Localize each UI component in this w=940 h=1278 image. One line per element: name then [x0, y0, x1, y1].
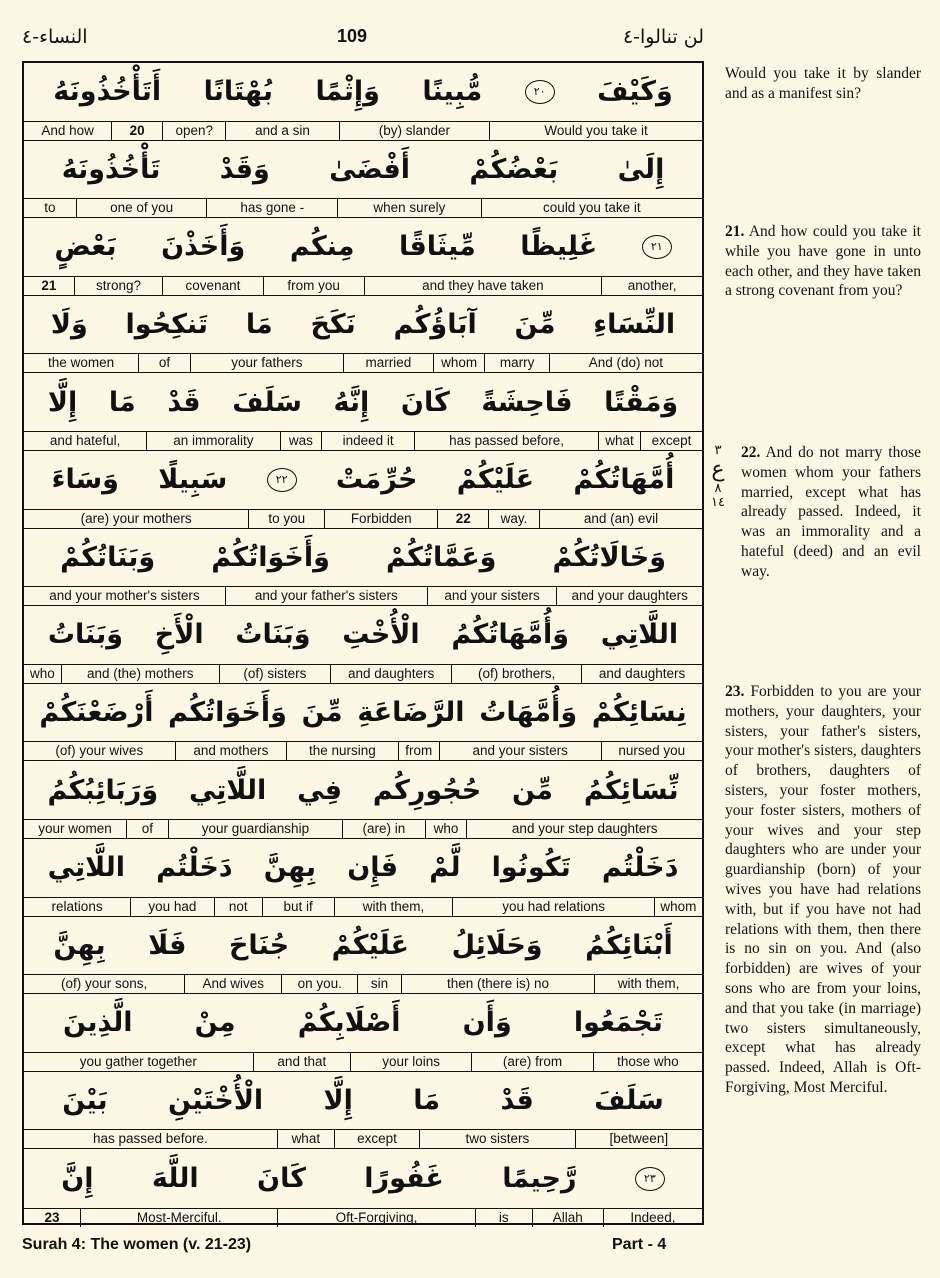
arabic-word: بِهِنَّ — [53, 929, 106, 961]
verse-block — [24, 141, 702, 219]
english-gloss-row — [24, 819, 702, 838]
arabic-word: الَّذِينَ — [63, 1007, 133, 1039]
verse-block — [24, 994, 702, 1072]
gloss-cell: is — [475, 1209, 532, 1227]
gloss-cell: your women — [38, 820, 112, 836]
gloss-cell: except — [640, 432, 702, 450]
arabic-row — [24, 63, 702, 121]
english-gloss-row — [24, 1129, 702, 1148]
arabic-word: بَيْنَ — [62, 1085, 108, 1117]
gloss-cell: and your sisters — [427, 587, 557, 605]
gloss-cell: Most-Merciful. — [80, 1209, 277, 1227]
gloss-cell: And how — [41, 122, 94, 138]
footer-surah: Surah 4: The women (v. 21-23) — [22, 1236, 252, 1253]
arabic-word: كَانَ — [257, 1163, 306, 1195]
arabic-word: أُمَّهَاتُكُمْ — [573, 464, 675, 496]
gloss-cell: what — [277, 1130, 334, 1148]
english-gloss-row — [24, 664, 702, 683]
translation-text: Would you take it by slander and as a manifest sin? — [725, 65, 921, 102]
arabic-word: أَبْنَائِكُمُ — [585, 929, 673, 961]
gloss-cell: and your sisters — [439, 742, 601, 760]
arabic-word: نِّسَائِكُمُ — [583, 774, 679, 806]
arabic-word: سَلَفَ — [594, 1085, 664, 1117]
arabic-word: غَفُورًا — [364, 1163, 444, 1195]
arabic-row — [24, 994, 702, 1052]
arabic-row — [24, 451, 702, 509]
translation-v21 — [725, 222, 921, 301]
translation-text: Forbidden to you are your mothers, your daughters, your sisters, your father's sisters, your mother's sisters, daughters of brothers, daughters of sisters, your foster mothers, your foster sisters, mothers of your wives and your step daughters who are under your guardianship (born) of your wives you have had relations with, but if you have not had relations with them, then there is no sin on you. And (also forbidden) are wives of your sons who are from your loins, and that you take (in marriage) two sisters simultaneously, except what has already passed. Indeed, Allah is Oft-Forgiving, Most Merciful. — [725, 683, 922, 1096]
arabic-word: دَخَلْتُم — [156, 852, 233, 884]
gloss-cell: who — [425, 820, 467, 838]
arabic-word: بُهْتَانًا — [203, 76, 274, 108]
arabic-word: وَأَن — [462, 1007, 512, 1039]
gloss-cell: to you — [248, 510, 324, 528]
arabic-word: الرَّضَاعَةِ — [357, 697, 465, 729]
gloss-cell: and a sin — [225, 122, 338, 140]
gloss-cell: And wives — [184, 975, 281, 993]
english-gloss-row — [24, 1208, 702, 1227]
gloss-cell: and daughters — [581, 665, 702, 683]
gloss-cell: what — [598, 432, 640, 450]
translation-text: And how could you take it while you have gone in unto each other, and they have taken a strong covenant from you? — [725, 223, 921, 300]
gloss-cell: (are) your mothers — [80, 510, 192, 526]
gloss-cell: (of) sisters — [219, 665, 331, 683]
arabic-word: مُّبِينًا — [422, 76, 483, 108]
english-gloss-row — [24, 121, 702, 140]
gloss-cell: the nursing — [286, 742, 398, 760]
gloss-cell: and hateful, — [49, 432, 121, 448]
gloss-cell: Oft-Forgiving, — [277, 1209, 474, 1227]
arabic-word: غَلِيظًا — [520, 231, 598, 263]
arabic-word: فَاحِشَةً — [481, 386, 573, 418]
gloss-cell: was — [280, 432, 322, 450]
gloss-cell: Indeed, — [603, 1209, 702, 1227]
arabic-word: قَدْ — [167, 386, 201, 418]
arabic-word: النِّسَاءِ — [593, 309, 676, 341]
gloss-cell: (are) in — [342, 820, 425, 838]
arabic-row — [24, 917, 702, 975]
gloss-cell: And (do) not — [549, 354, 702, 372]
arabic-word: إِنَّ — [61, 1163, 94, 1195]
arabic-word: سَلَفَ — [232, 386, 302, 418]
gloss-cell: you had relations — [452, 898, 653, 916]
gloss-cell: to — [44, 200, 56, 216]
gloss-cell: an immorality — [146, 432, 279, 450]
arabic-word: وَلَا — [50, 309, 88, 341]
gloss-cell: and mothers — [175, 742, 287, 760]
translation-v20 — [725, 64, 921, 104]
verse-block — [24, 1149, 702, 1227]
ruku-top: ٣ — [714, 443, 722, 458]
ruku-marker — [704, 444, 732, 510]
arabic-row — [24, 684, 702, 742]
gloss-cell: from — [398, 742, 439, 760]
arabic-word: نِسَائِكُمْ — [591, 697, 687, 729]
arabic-word: إِلَّا — [323, 1085, 353, 1117]
gloss-cell: and daughters — [330, 665, 451, 683]
verse-number: 23. — [725, 683, 745, 700]
gloss-cell: and your step daughters — [466, 820, 702, 838]
gloss-cell: has passed before. — [92, 1131, 208, 1147]
gloss-cell: has passed before, — [414, 432, 598, 450]
arabic-word: اللَّاتِي — [188, 774, 267, 806]
arabic-word: حُرِّمَتْ — [335, 464, 418, 496]
ayah-number-marker: ٢١ — [642, 235, 672, 259]
arabic-word: وَسَاءَ — [51, 464, 119, 496]
gloss-cell: Would you take it — [489, 122, 702, 140]
verse-block — [24, 451, 702, 529]
arabic-word: وَبَنَاتُ — [235, 619, 311, 651]
verse-number: 21. — [725, 223, 745, 240]
arabic-word: رَّحِيمًا — [502, 1163, 577, 1195]
ayah-number-marker: ٢٣ — [635, 1167, 665, 1191]
arabic-word: إِلَىٰ — [617, 153, 665, 185]
arabic-word: عَلَيْكُمْ — [456, 464, 535, 496]
gloss-cell: those who — [593, 1053, 702, 1071]
arabic-word: وَخَالَاتُكُمْ — [552, 541, 666, 573]
arabic-word: تَأْخُذُونَهُ — [61, 153, 161, 185]
arabic-row — [24, 529, 702, 587]
english-gloss-row — [24, 974, 702, 993]
arabic-row — [24, 373, 702, 431]
arabic-word: وَعَمَّاتُكُمْ — [385, 541, 497, 573]
verse-block — [24, 606, 702, 684]
arabic-row — [24, 606, 702, 664]
verse-block — [24, 63, 702, 141]
arabic-word: مِّنَ — [514, 309, 556, 341]
verse-block — [24, 761, 702, 839]
gloss-cell: covenant — [162, 277, 263, 295]
arabic-word: مِنكُم — [289, 231, 355, 263]
arabic-word: سَبِيلًا — [158, 464, 228, 496]
gloss-cell: strong? — [74, 277, 162, 295]
gloss-cell: another, — [601, 277, 702, 295]
verse-number-cell: 20 — [111, 122, 162, 140]
arabic-word: مَا — [413, 1085, 441, 1117]
arabic-word: نَكَحَ — [310, 309, 356, 341]
arabic-row — [24, 1072, 702, 1130]
gloss-cell: (of) brothers, — [451, 665, 581, 683]
gloss-cell: your loins — [350, 1053, 471, 1071]
ruku-lower: ٨ — [714, 481, 722, 496]
arabic-row — [24, 839, 702, 897]
verse-block — [24, 684, 702, 762]
verse-number: 22. — [741, 444, 761, 461]
gloss-cell: you had — [130, 898, 214, 916]
gloss-cell: indeed it — [321, 432, 414, 450]
arabic-word: الْأَخِ — [154, 619, 204, 651]
arabic-word: فَإِن — [347, 852, 399, 884]
arabic-word: بَعْضُكُمْ — [469, 153, 559, 185]
gloss-cell: with them, — [594, 975, 702, 993]
arabic-word: مِّن — [512, 774, 554, 806]
translation-text: And do not marry those women whom your fathers married, except what has already passed. Indeed, it was an immorality and a hateful (deed) and an evil way. — [741, 444, 921, 580]
gloss-cell: when surely — [337, 199, 481, 217]
english-gloss-row — [24, 1052, 702, 1071]
arabic-word: وَأَخَوَاتُكُمْ — [211, 541, 330, 573]
gloss-cell: married — [343, 354, 433, 372]
gloss-cell: and your daughters — [556, 587, 702, 605]
english-gloss-row — [24, 198, 702, 217]
verse-block — [24, 917, 702, 995]
gloss-cell: you gather together — [79, 1053, 197, 1069]
gloss-cell: has gone - — [206, 199, 337, 217]
gloss-cell: and they have taken — [364, 277, 602, 295]
verse-block — [24, 839, 702, 917]
english-gloss-row — [24, 741, 702, 760]
gloss-cell: [between] — [575, 1130, 702, 1148]
gloss-cell: from you — [263, 277, 364, 295]
arabic-word: بَعْضٍ — [54, 231, 117, 263]
gloss-cell: the women — [48, 355, 115, 371]
gloss-cell: and your mother's sisters — [49, 588, 200, 604]
translation-v22 — [725, 443, 921, 582]
gloss-cell: who — [30, 665, 55, 681]
gloss-cell: your fathers — [190, 354, 343, 372]
gloss-cell: your guardianship — [168, 820, 342, 838]
translation-v23 — [725, 682, 921, 1098]
arabic-word: مِنْ — [194, 1007, 236, 1039]
english-gloss-row — [24, 586, 702, 605]
verse-number-cell: 23 — [44, 1209, 60, 1225]
gloss-cell: except — [334, 1130, 419, 1148]
ayah-number-marker: ٢٠ — [525, 80, 555, 104]
gloss-cell: (by) slander — [339, 122, 490, 140]
word-by-word-grid — [22, 61, 704, 1225]
arabic-word: اللَّاتِي — [47, 852, 125, 884]
gloss-cell: relations — [51, 898, 103, 914]
arabic-word: وَكَيْفَ — [597, 76, 673, 108]
arabic-word: مَا — [108, 386, 136, 418]
arabic-word: إِلَّا — [47, 386, 78, 418]
arabic-word: تَجْمَعُوا — [573, 1007, 663, 1039]
gloss-cell: on you. — [281, 975, 357, 993]
gloss-cell: whom — [654, 898, 702, 916]
arabic-row — [24, 761, 702, 819]
english-gloss-row — [24, 276, 702, 295]
gloss-cell: and that — [253, 1053, 350, 1071]
arabic-word: قَدْ — [500, 1085, 534, 1117]
gloss-cell: two sisters — [419, 1130, 574, 1148]
gloss-cell: Allah — [532, 1209, 603, 1227]
arabic-word: وَقَدْ — [219, 153, 270, 185]
arabic-word: آبَاؤُكُم — [393, 309, 477, 341]
arabic-word: وَرَبَائِبُكُمُ — [47, 774, 159, 806]
arabic-word: اللَّهَ — [151, 1163, 199, 1195]
gloss-cell: not — [214, 898, 262, 916]
page-number: 109 — [336, 26, 368, 46]
arabic-word: وَحَلَائِلُ — [451, 929, 543, 961]
arabic-word: مِّنَ — [301, 697, 343, 729]
arabic-word: وَأُمَّهَاتُكُمُ — [451, 619, 570, 651]
gloss-cell: and (an) evil — [539, 510, 702, 528]
arabic-word: عَلَيْكُمْ — [331, 929, 409, 961]
arabic-word: تَكُونُوا — [491, 852, 571, 884]
arabic-row — [24, 218, 702, 276]
verse-number-cell: 22 — [437, 510, 488, 528]
arabic-row — [24, 141, 702, 199]
arabic-word: جُنَاحَ — [228, 929, 290, 961]
gloss-cell: whom — [433, 354, 485, 372]
arabic-word: حُجُورِكُم — [372, 774, 482, 806]
gloss-cell: but if — [262, 898, 334, 916]
footer-part: Part - 4 — [612, 1236, 667, 1253]
header-surah-name: النساء-٤ — [22, 26, 88, 48]
english-gloss-row — [24, 353, 702, 372]
verse-block — [24, 529, 702, 607]
gloss-cell: and (the) mothers — [61, 665, 219, 683]
arabic-word: أَفْضَىٰ — [329, 153, 411, 185]
arabic-word: مِّيثَاقًا — [398, 231, 476, 263]
gloss-cell: sin — [357, 975, 401, 993]
gloss-cell: then (there is) no — [401, 975, 594, 993]
arabic-row — [24, 296, 702, 354]
arabic-word: وَأُمَّهَاتُ — [479, 697, 578, 729]
arabic-word: إِنَّهُ — [333, 386, 370, 418]
gloss-cell: of — [126, 820, 168, 838]
ruku-bottom: ١٤ — [711, 495, 725, 510]
gloss-cell: nursed you — [601, 742, 702, 760]
arabic-word: اللَّاتِي — [600, 619, 679, 651]
verse-block — [24, 296, 702, 374]
arabic-word: فَلَا — [148, 929, 187, 961]
arabic-word: أَرْضَعْنَكُمْ — [39, 697, 154, 729]
ayah-number-marker: ٢٢ — [267, 468, 297, 492]
gloss-cell: open? — [162, 122, 225, 140]
arabic-word: الْأُخْتِ — [342, 619, 420, 651]
gloss-cell: with them, — [334, 898, 453, 916]
arabic-word: أَتَأْخُذُونَهُ — [53, 76, 162, 108]
english-gloss-row — [24, 431, 702, 450]
arabic-word: وَأَخَوَاتُكُم — [168, 697, 287, 729]
verse-block — [24, 1072, 702, 1150]
arabic-word: وَأَخَذْنَ — [161, 231, 246, 263]
english-gloss-row — [24, 509, 702, 528]
verse-block — [24, 218, 702, 296]
arabic-row — [24, 1149, 702, 1208]
arabic-word: وَبَنَاتُ — [47, 619, 124, 651]
arabic-word: فِي — [297, 774, 343, 806]
english-gloss-row — [24, 897, 702, 916]
gloss-cell: could you take it — [481, 199, 702, 217]
gloss-cell: Forbidden — [324, 510, 437, 528]
arabic-word: كَانَ — [400, 386, 450, 418]
arabic-word: وَمَقْتًا — [604, 386, 679, 418]
arabic-word: مَا — [245, 309, 273, 341]
arabic-word: لَّمْ — [429, 852, 461, 884]
arabic-word: وَبَنَاتُكُمْ — [60, 541, 156, 573]
verse-number-cell: 21 — [41, 277, 57, 293]
gloss-cell: (of) your sons, — [60, 976, 148, 992]
gloss-cell: and your father's sisters — [225, 587, 427, 605]
arabic-word: أَصْلَابِكُمْ — [297, 1007, 401, 1039]
arabic-word: الْأُخْتَيْنِ — [168, 1085, 264, 1117]
gloss-cell: of — [138, 354, 190, 372]
gloss-cell: way. — [488, 510, 539, 528]
header-juz-name: لن تنالوا-٤ — [622, 26, 704, 48]
verse-block — [24, 373, 702, 451]
gloss-cell: one of you — [76, 199, 207, 217]
arabic-word: تَنكِحُوا — [125, 309, 209, 341]
arabic-word: بِهِنَّ — [263, 852, 317, 884]
arabic-word: دَخَلْتُم — [601, 852, 679, 884]
gloss-cell: (are) from — [471, 1053, 592, 1071]
gloss-cell: (of) your wives — [55, 743, 144, 759]
ruku-ain: ع — [711, 457, 725, 482]
arabic-word: وَإِثْمًا — [315, 76, 380, 108]
gloss-cell: marry — [484, 354, 548, 372]
